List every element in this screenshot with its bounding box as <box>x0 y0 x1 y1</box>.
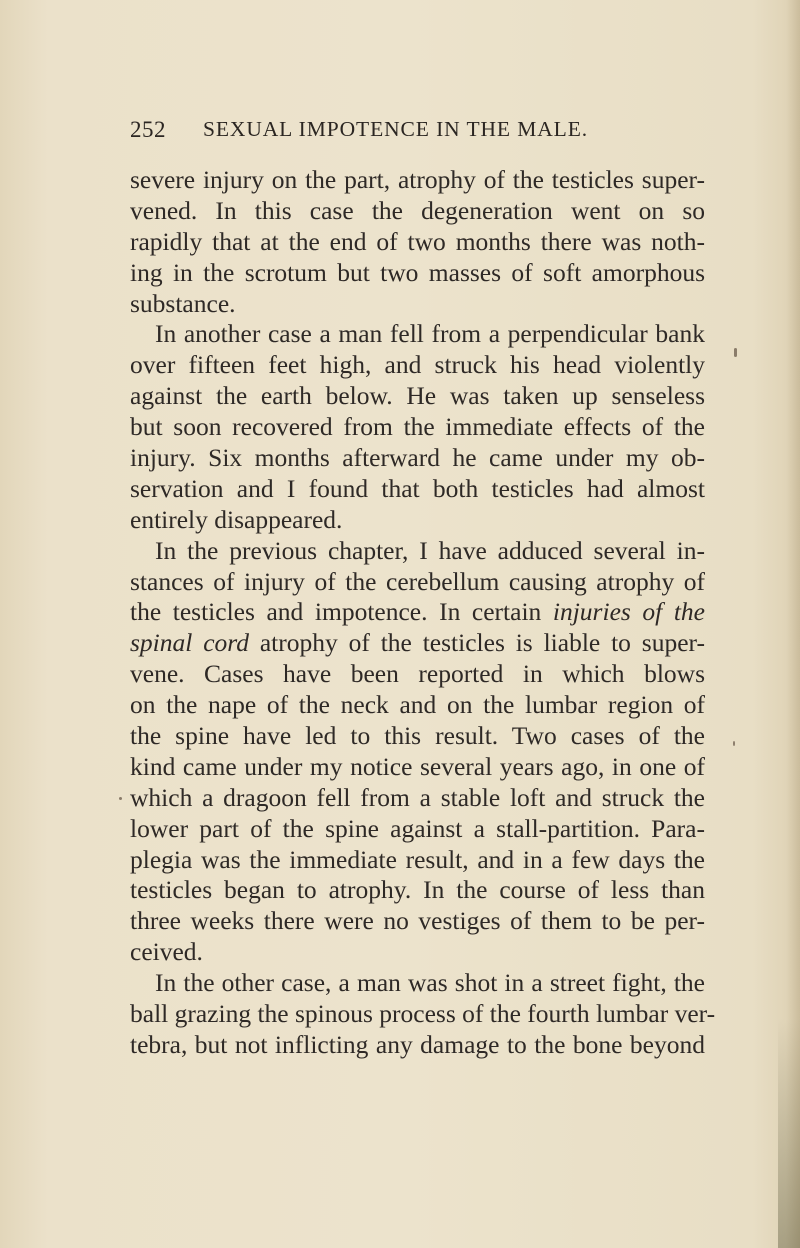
running-head: SEXUAL IMPOTENCE IN THE MALE. <box>203 117 589 141</box>
text-line: In the other case, a man was shot in a street fight, the <box>155 968 705 998</box>
text-line: plegia was the immediate result, and in a few days the <box>130 844 705 874</box>
text-line: servation and I found that both testicles had almost <box>130 473 705 503</box>
text-line: against the earth below. He was taken up senseless <box>130 381 705 411</box>
text-line: stances of injury of the cerebellum causing atrophy of <box>130 566 705 596</box>
text-line: tebra, but not inflicting any damage to the bone beyond <box>130 1029 705 1059</box>
italic-span: spinal cord <box>130 628 249 658</box>
text-line: testicles began to atrophy. In the course of less than <box>130 875 705 905</box>
text-line: vene. Cases have been reported in which blows <box>130 659 705 689</box>
text-line: rapidly that at the end of two months there was noth- <box>130 226 705 256</box>
paper-speck <box>734 348 737 357</box>
text-span: the testicles and impotence. In certain <box>130 597 542 627</box>
text-line: three weeks there were no vestiges of them to be per- <box>130 906 705 936</box>
text-line: lower part of the spine against a stall-partition. Para- <box>130 813 705 843</box>
text-line: ball grazing the spinous process of the fourth lumbar ver- <box>130 999 716 1029</box>
page-corner-shadow <box>778 1018 800 1248</box>
text-line: severe injury on the part, atrophy of the testicles super- <box>130 165 705 194</box>
text-line: injury. Six months afterward he came under my ob- <box>130 443 705 473</box>
page-header <box>130 117 690 153</box>
text-line: substance. <box>130 288 236 318</box>
text-line: which a dragoon fell from a stable loft and struck the <box>130 782 705 812</box>
paper-speck <box>733 741 735 746</box>
text-line: In another case a man fell from a perpendicular bank <box>155 319 705 349</box>
text-span: atrophy of the testicles is liable to super- <box>259 628 705 658</box>
paper-speck <box>119 797 122 800</box>
text-line: ing in the scrotum but two masses of soft amorphous <box>130 257 705 287</box>
text-line <box>130 628 705 659</box>
page-number: 252 <box>130 117 166 142</box>
italic-span: injuries of the <box>552 597 705 627</box>
text-line: over fifteen feet high, and struck his head violently <box>130 350 705 380</box>
text-line: entirely disappeared. <box>130 504 343 534</box>
text-line: on the nape of the neck and on the lumbar region of <box>130 690 705 720</box>
text-line: In the previous chapter, I have adduced several in- <box>155 535 705 565</box>
text-line: ceived. <box>130 937 203 967</box>
body-text <box>130 165 716 1061</box>
text-line <box>130 597 705 628</box>
text-line: the spine have led to this result. Two cases of the <box>130 721 705 751</box>
text-line: kind came under my notice several years ago, in one of <box>130 751 705 781</box>
text-line: but soon recovered from the immediate effects of the <box>130 412 705 442</box>
text-line: vened. In this case the degeneration went on so <box>130 195 705 225</box>
